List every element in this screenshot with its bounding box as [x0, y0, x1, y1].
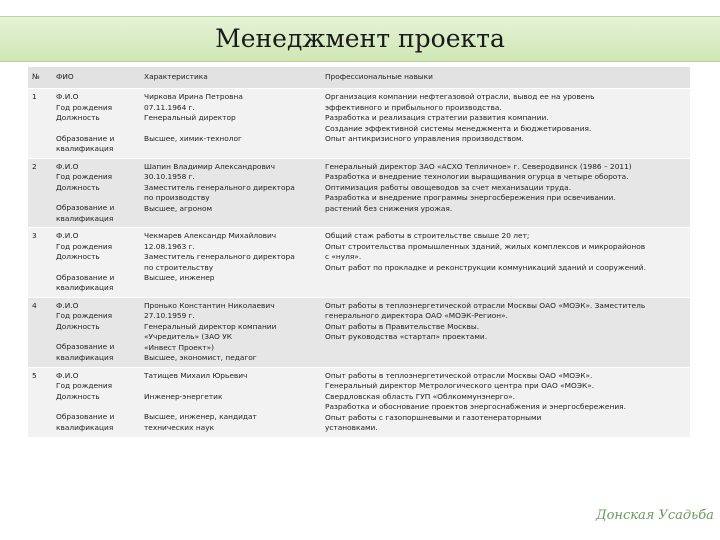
- education-label: Образование и: [56, 272, 115, 282]
- characteristic-line: «Учредитель» (ЗАО УК: [144, 332, 232, 342]
- skill-line: Разработка и обоснование проектов энергоснабжения и энергосбережения.: [325, 402, 626, 412]
- education-label: квалификация: [56, 213, 114, 223]
- table-header-row: [28, 67, 690, 89]
- education-label: квалификация: [56, 352, 114, 362]
- row-number: 1: [28, 89, 52, 159]
- table-row: [28, 297, 690, 367]
- education-label: квалификация: [56, 283, 114, 293]
- skills-cell: [321, 89, 690, 159]
- fio-label: Ф.И.О: [56, 300, 79, 310]
- table-row: [28, 367, 690, 437]
- skill-line: Опыт работы с газопоршневыми и газотенераторными: [325, 412, 542, 422]
- skill-line: Опыт работы в теплоэнергетической отрасли Москвы ОАО «МОЭК».: [325, 370, 593, 380]
- skills-cell: [321, 367, 690, 437]
- education-line: Высшее, инженер, кандидат: [144, 412, 257, 422]
- skill-line: генерального директора ОАО «МОЭК-Регион».: [325, 311, 508, 321]
- table-row: [28, 158, 690, 228]
- characteristics-cell: [140, 158, 321, 228]
- fio-cell: [52, 158, 140, 228]
- fio-label: Должность: [56, 182, 100, 192]
- skills-cell: [321, 297, 690, 367]
- header-skills: Профессиональные навыки: [321, 67, 690, 89]
- table-row: [28, 228, 690, 298]
- education-label: квалификация: [56, 422, 114, 432]
- skill-line: Опыт работы в Правительстве Москвы.: [325, 321, 480, 331]
- characteristics-cell: [140, 228, 321, 298]
- characteristic-line: Чекмарев Александр Михайлович: [144, 231, 277, 241]
- skill-line: с «нуля».: [325, 252, 362, 262]
- fio-label: Должность: [56, 391, 100, 401]
- fio-label: Год рождения: [56, 172, 113, 182]
- skill-line: Разработка и внедрение технологии выращивания огурца в четыре оборота.: [325, 172, 629, 182]
- fio-label: Год рождения: [56, 241, 113, 251]
- skill-line: Опыт работ по прокладке и реконструкции коммуникаций зданий и сооружений.: [325, 262, 646, 272]
- characteristic-line: Высшее, агроном: [144, 203, 213, 213]
- fio-label: Ф.И.О: [56, 161, 79, 171]
- skill-line: Опыт работы в теплоэнергетической отрасли Москвы ОАО «МОЭК». Заместитель: [325, 300, 646, 310]
- education-line: Высшее, химик-технолог: [144, 133, 242, 143]
- characteristic-line: Высшее, экономист, педагог: [144, 353, 257, 363]
- skill-line: Общий стаж работы в строительстве свыше 20 лет;: [325, 231, 530, 241]
- row-number: 4: [28, 297, 52, 367]
- characteristic-line: Высшее, инженер: [144, 273, 215, 283]
- fio-label: Должность: [56, 321, 100, 331]
- fio-label: Ф.И.О: [56, 231, 79, 241]
- characteristic-line: по производству: [144, 193, 210, 203]
- skills-cell: [321, 228, 690, 298]
- characteristic-line: «Инвест Проект»): [144, 342, 214, 352]
- characteristic-line: Генеральный директор: [144, 113, 236, 123]
- logo-text: Донская Усадьба: [596, 508, 714, 523]
- skill-line: Разработка и внедрение программы энергосбережения при освечивании.: [325, 193, 616, 203]
- skill-line: Опыт руководства «стартап» проектами.: [325, 332, 488, 342]
- characteristic-line: Генеральный директор компании: [144, 321, 277, 331]
- fio-label: Должность: [56, 252, 100, 262]
- header-characteristics: Характеристика: [140, 67, 321, 89]
- page-title: Менеджмент проекта: [215, 24, 505, 53]
- fio-label: Должность: [56, 113, 100, 123]
- fio-label: Год рождения: [56, 381, 113, 391]
- characteristic-line: Пронько Константин Николаевич: [144, 300, 275, 310]
- table-row: [28, 89, 690, 159]
- characteristic-line: по строительству: [144, 262, 214, 272]
- education-line: технических наук: [144, 422, 215, 432]
- skill-line: эффективного и прибыльного производства.: [325, 102, 502, 112]
- education-label: Образование и: [56, 412, 115, 422]
- characteristics-cell: [140, 367, 321, 437]
- fio-label: Ф.И.О: [56, 370, 79, 380]
- row-number: 5: [28, 367, 52, 437]
- characteristic-line: Чиркова Ирина Петровна: [144, 92, 243, 101]
- skill-line: Разработка и реализация стратегии развития компании.: [325, 113, 549, 123]
- characteristic-line: Шапин Владимир Александрович: [144, 161, 275, 171]
- characteristic-line: Инженер-энергетик: [144, 391, 223, 401]
- title-bar: [0, 16, 720, 62]
- skill-line: Генеральный директор ЗАО «АСХО Тепличное» г. Северодвинск (1986 – 2011): [325, 161, 632, 171]
- characteristic-line: 27.10.1959 г.: [144, 311, 195, 321]
- characteristic-line: Заместитель генерального директора: [144, 182, 295, 192]
- fio-cell: [52, 89, 140, 159]
- fio-label: Год рождения: [56, 311, 113, 321]
- skill-line: Оптимизация работы овощеводов за счет механизации труда.: [325, 182, 572, 192]
- education-label: квалификация: [56, 144, 114, 154]
- characteristics-cell: [140, 297, 321, 367]
- characteristics-cell: [140, 89, 321, 159]
- education-label: Образование и: [56, 342, 115, 352]
- education-label: Образование и: [56, 133, 115, 143]
- characteristic-line: 07.11.1964 г.: [144, 102, 195, 112]
- header-number: №: [28, 67, 52, 89]
- characteristic-line: 30.10.1958 г.: [144, 172, 195, 182]
- skill-line: Опыт строительства промышленных зданий, жилых комплексов и микрорайонов: [325, 241, 646, 251]
- skill-line: Свердловская область ГУП «Облкоммунэнерго».: [325, 391, 516, 401]
- fio-cell: [52, 367, 140, 437]
- skill-line: установками.: [325, 423, 378, 433]
- skill-line: растений без снижения урожая.: [325, 203, 453, 213]
- row-number: 2: [28, 158, 52, 228]
- skill-line: Опыт антикризисного управления производством.: [325, 134, 524, 144]
- fio-label: Год рождения: [56, 102, 113, 112]
- row-number: 3: [28, 228, 52, 298]
- characteristic-line: 12.08.1963 г.: [144, 241, 195, 251]
- header-fio: ФИО: [52, 67, 140, 89]
- characteristic-line: Заместитель генерального директора: [144, 252, 295, 262]
- company-logo: [596, 498, 714, 534]
- skill-line: Создание эффективной системы менеджмента и бюджетирования.: [325, 123, 592, 133]
- characteristic-line: Татищев Михаил Юрьевич: [144, 370, 248, 380]
- skills-cell: [321, 158, 690, 228]
- fio-cell: [52, 297, 140, 367]
- characteristic-line: [144, 381, 317, 392]
- project-management-table: [28, 67, 690, 438]
- fio-cell: [52, 228, 140, 298]
- skill-line: Генеральный директор Метрологического центра при ОАО «МОЭК».: [325, 381, 595, 391]
- education-label: Образование и: [56, 203, 115, 213]
- fio-label: Ф.И.О: [56, 92, 79, 101]
- skill-line: Организация компании нефтегазовой отрасли, вывод ее на уровень: [325, 92, 595, 101]
